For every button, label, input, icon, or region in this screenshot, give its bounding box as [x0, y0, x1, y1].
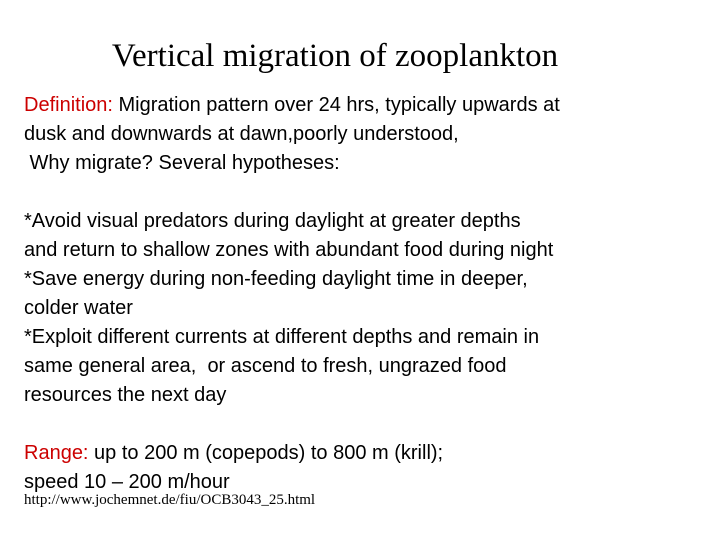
hypothesis-line: colder water	[24, 297, 133, 319]
range-text-1: up to 200 m (copepods) to 800 m (krill);	[88, 442, 444, 464]
range-label: Range:	[24, 442, 89, 464]
hypothesis-line: resources the next day	[24, 384, 227, 406]
slide-title: Vertical migration of zooplankton	[111, 38, 559, 74]
definition-label: Definition:	[24, 94, 113, 116]
range-line-2: speed 10 – 200 m/hour	[24, 471, 230, 493]
spacer	[24, 178, 714, 207]
hypothesis-line: *Save energy during non-feeding daylight time in deeper,	[24, 268, 528, 290]
hypothesis-line: same general area, or ascend to fresh, ungrazed food	[24, 355, 507, 377]
hypothesis-line: and return to shallow zones with abundant food during night	[24, 239, 554, 261]
source-url: http://www.jochemnet.de/fiu/OCB3043_25.html	[24, 492, 316, 508]
range-line-1	[24, 439, 714, 468]
definition-line-2: dusk and downwards at dawn,poorly understood,	[24, 123, 459, 145]
definition-line-3: Why migrate? Several hypotheses:	[24, 152, 340, 174]
definition-text-1: Migration pattern over 24 hrs, typically upwards at	[112, 94, 560, 116]
definition-line-1	[24, 91, 714, 120]
slide-body	[24, 91, 714, 497]
spacer	[24, 410, 714, 439]
hypothesis-line: *Exploit different currents at different depths and remain in	[24, 326, 540, 348]
hypothesis-line: *Avoid visual predators during daylight at greater depths	[24, 210, 521, 232]
